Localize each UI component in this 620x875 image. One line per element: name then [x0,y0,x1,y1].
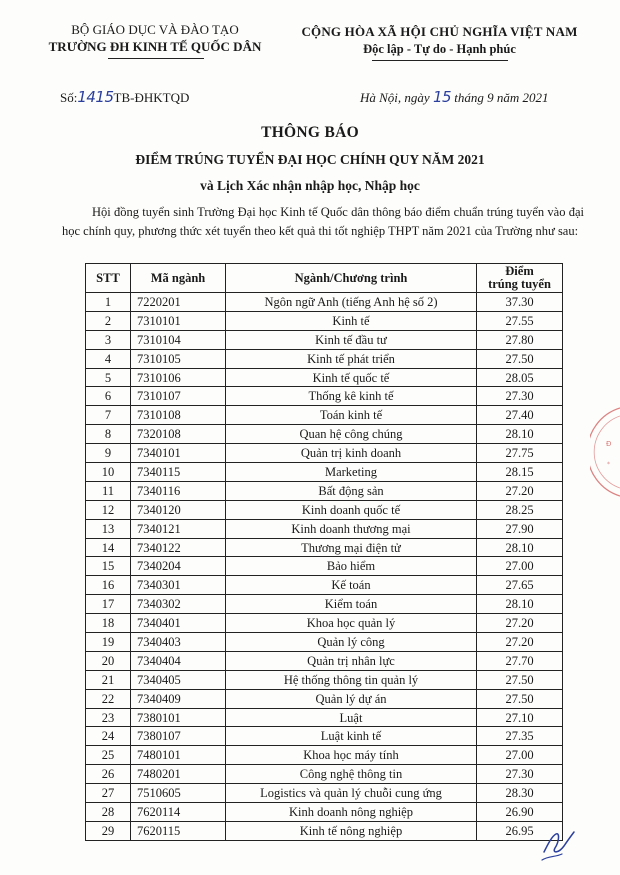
cell-score: 27.00 [477,557,563,576]
cell-stt: 18 [86,614,131,633]
cell-stt: 10 [86,463,131,482]
official-stamp [590,400,620,500]
date-day-handwritten: 15 [432,88,452,106]
cell-stt: 23 [86,708,131,727]
table-row [86,595,563,614]
cell-stt: 20 [86,651,131,670]
header-code: Mã ngành [131,264,226,293]
cell-program: Kinh doanh thương mại [226,519,477,538]
cell-score: 28.15 [477,463,563,482]
cell-program: Luật [226,708,477,727]
table-row [86,803,563,822]
cell-program: Kiểm toán [226,595,477,614]
cell-code: 7310105 [131,349,226,368]
cell-program: Kinh tế quốc tế [226,368,477,387]
table-row [86,500,563,519]
cell-score: 27.30 [477,765,563,784]
table-row [86,425,563,444]
cell-score: 27.55 [477,311,563,330]
table-row [86,633,563,652]
table-row [86,368,563,387]
cell-program: Thương mại điện tử [226,538,477,557]
header-score [477,264,563,293]
cell-stt: 27 [86,784,131,803]
signature-mark [538,826,578,866]
motto-underline [372,60,508,61]
cell-code: 7220201 [131,293,226,312]
table-row [86,406,563,425]
cell-program: Bất động sản [226,481,477,500]
doc-number-handwritten: 1415 [77,88,114,106]
cell-program: Thống kê kinh tế [226,387,477,406]
cell-score: 27.40 [477,406,563,425]
cell-program: Kinh tế đầu tư [226,330,477,349]
cell-code: 7620114 [131,803,226,822]
cell-program: Công nghệ thông tin [226,765,477,784]
table-header-row [86,264,563,293]
cell-score: 27.90 [477,519,563,538]
header-stt: STT [86,264,131,293]
table-row [86,708,563,727]
cell-program: Khoa học quản lý [226,614,477,633]
cell-score: 28.05 [477,368,563,387]
cell-program: Logistics và quản lý chuỗi cung ứng [226,784,477,803]
table-row [86,387,563,406]
table-row [86,821,563,840]
cell-stt: 9 [86,444,131,463]
cell-program: Quản trị nhân lực [226,651,477,670]
table-row [86,538,563,557]
cell-code: 7340204 [131,557,226,576]
cell-code: 7340403 [131,633,226,652]
cell-score: 27.50 [477,349,563,368]
cell-code: 7340121 [131,519,226,538]
cell-program: Ngôn ngữ Anh (tiếng Anh hệ số 2) [226,293,477,312]
cell-stt: 6 [86,387,131,406]
cell-code: 7340302 [131,595,226,614]
cell-score: 27.35 [477,727,563,746]
doc-number-prefix: Số: [60,90,78,105]
cell-code: 7620115 [131,821,226,840]
cell-code: 7340115 [131,463,226,482]
table-row [86,293,563,312]
cell-code: 7340120 [131,500,226,519]
cell-stt: 7 [86,406,131,425]
ministry-name: BỘ GIÁO DỤC VÀ ĐÀO TẠO [71,22,239,37]
cell-score: 27.20 [477,481,563,500]
document-subtitle-2: và Lịch Xác nhận nhập học, Nhập học [200,178,420,193]
cell-program: Quản trị kinh doanh [226,444,477,463]
cell-score: 28.10 [477,425,563,444]
cell-program: Kế toán [226,576,477,595]
cell-score: 26.90 [477,803,563,822]
date-suffix: tháng 9 năm 2021 [451,90,549,105]
cell-program: Quản lý dự án [226,689,477,708]
document-title: THÔNG BÁO [261,124,359,141]
cell-code: 7310107 [131,387,226,406]
cell-stt: 13 [86,519,131,538]
cell-code: 7340404 [131,651,226,670]
table-row [86,330,563,349]
cell-stt: 21 [86,670,131,689]
table-row [86,444,563,463]
table-row [86,765,563,784]
cell-stt: 24 [86,727,131,746]
cell-score: 27.20 [477,633,563,652]
cell-score: 27.30 [477,387,563,406]
admission-score-table [85,263,563,841]
svg-text:Đ: Đ [606,440,612,448]
university-name: TRƯỜNG ĐH KINH TẾ QUỐC DÂN [48,39,262,54]
cell-score: 27.00 [477,746,563,765]
cell-stt: 29 [86,821,131,840]
cell-stt: 19 [86,633,131,652]
table-row [86,651,563,670]
table-row [86,746,563,765]
table-row [86,349,563,368]
cell-code: 7510605 [131,784,226,803]
cell-code: 7340405 [131,670,226,689]
cell-score: 28.30 [477,784,563,803]
header-score-line2: trúng tuyển [488,277,551,291]
cell-stt: 16 [86,576,131,595]
cell-program: Kinh tế [226,311,477,330]
cell-code: 7310108 [131,406,226,425]
cell-stt: 17 [86,595,131,614]
cell-score: 27.50 [477,689,563,708]
cell-score: 27.80 [477,330,563,349]
cell-code: 7340122 [131,538,226,557]
national-header [282,24,597,57]
cell-code: 7320108 [131,425,226,444]
cell-program: Quan hệ công chúng [226,425,477,444]
cell-stt: 3 [86,330,131,349]
cell-stt: 25 [86,746,131,765]
table-row [86,727,563,746]
cell-stt: 14 [86,538,131,557]
cell-score: 27.75 [477,444,563,463]
issuer-block [30,22,280,55]
table-row [86,311,563,330]
table-row [86,576,563,595]
cell-code: 7340301 [131,576,226,595]
cell-score: 26.95 [477,821,563,840]
header-program: Ngành/Chương trình [226,264,477,293]
cell-program: Khoa học máy tính [226,746,477,765]
cell-score: 27.10 [477,708,563,727]
cell-program: Kinh doanh quốc tế [226,500,477,519]
issue-date [360,88,549,106]
svg-text:*: * [607,461,610,468]
cell-score: 28.10 [477,538,563,557]
table-row [86,689,563,708]
cell-code: 7380107 [131,727,226,746]
cell-score: 37.30 [477,293,563,312]
table-body [86,293,563,841]
cell-score: 27.20 [477,614,563,633]
cell-code: 7310104 [131,330,226,349]
table-row [86,557,563,576]
cell-stt: 5 [86,368,131,387]
table-row [86,784,563,803]
cell-score: 28.10 [477,595,563,614]
cell-stt: 22 [86,689,131,708]
cell-program: Bảo hiểm [226,557,477,576]
table-row [86,614,563,633]
doc-number-suffix: TB-ĐHKTQD [113,90,190,105]
cell-code: 7340101 [131,444,226,463]
republic-name: CỘNG HÒA XÃ HỘI CHỦ NGHĨA VIỆT NAM [301,24,578,39]
cell-score: 27.70 [477,651,563,670]
table-row [86,481,563,500]
cell-score: 27.65 [477,576,563,595]
cell-code: 7310106 [131,368,226,387]
cell-score: 28.25 [477,500,563,519]
cell-program: Kinh tế nông nghiệp [226,821,477,840]
cell-program: Hệ thống thông tin quản lý [226,670,477,689]
cell-code: 7310101 [131,311,226,330]
cell-program: Kinh tế phát triển [226,349,477,368]
cell-code: 7340409 [131,689,226,708]
cell-stt: 4 [86,349,131,368]
intro-paragraph: Hội đồng tuyển sinh Trường Đại học Kinh tế Quốc dân thông báo điểm chuẩn trúng tuyển vào đại học chính quy, phương thức xét tuyển theo kết quả thi tốt nghiệp THPT năm 2021 của Trường như sau: [62,205,584,238]
cell-stt: 2 [86,311,131,330]
document-number [60,88,189,106]
cell-program: Marketing [226,463,477,482]
cell-score: 27.50 [477,670,563,689]
table-row [86,670,563,689]
cell-program: Quản lý công [226,633,477,652]
cell-stt: 8 [86,425,131,444]
issuer-underline [108,58,204,59]
document-subtitle: ĐIỂM TRÚNG TUYỂN ĐẠI HỌC CHÍNH QUY NĂM 2021 [135,152,485,167]
national-motto: Độc lập - Tự do - Hạnh phúc [363,42,516,56]
cell-stt: 12 [86,500,131,519]
date-prefix: Hà Nội, ngày [360,90,433,105]
cell-program: Kinh doanh nông nghiệp [226,803,477,822]
cell-stt: 11 [86,481,131,500]
cell-stt: 26 [86,765,131,784]
cell-program: Toán kinh tế [226,406,477,425]
cell-stt: 15 [86,557,131,576]
table-row [86,463,563,482]
header-score-line1: Điểm [505,264,534,278]
table-row [86,519,563,538]
cell-program: Luật kinh tế [226,727,477,746]
cell-stt: 1 [86,293,131,312]
cell-code: 7380101 [131,708,226,727]
cell-code: 7480101 [131,746,226,765]
cell-code: 7340401 [131,614,226,633]
cell-stt: 28 [86,803,131,822]
cell-code: 7480201 [131,765,226,784]
cell-code: 7340116 [131,481,226,500]
